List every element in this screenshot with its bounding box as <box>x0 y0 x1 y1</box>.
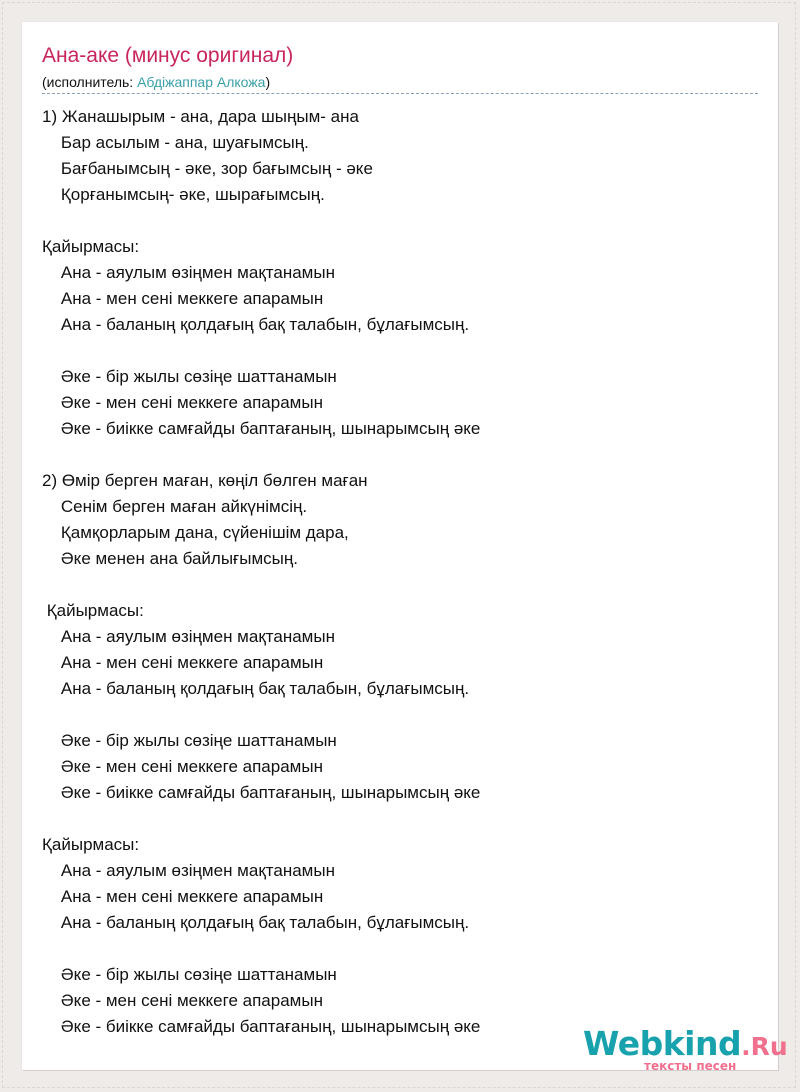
performer-prefix: (исполнитель: <box>42 74 138 90</box>
lyric-line: Әке - бір жылы сөзіңе шаттанамын <box>42 367 337 386</box>
lyric-line: Ана - мен сені меккеге апарамын <box>42 653 324 672</box>
stanza-break <box>42 936 480 962</box>
lyric-line: Ана - аяулым өзіңмен мақтанамын <box>42 627 335 646</box>
lyric-line: Әке менен ана байлығымсың. <box>42 549 298 568</box>
lyric-line: 1) Жанашырым - ана, дара шыңым- ана <box>42 107 359 126</box>
song-title: Ана-аке (минус оригинал) <box>42 44 294 67</box>
lyric-line: Әке - мен сені меккеге апарамын <box>42 757 323 776</box>
stanza-break <box>42 338 480 364</box>
lyric-line: Ана - мен сені меккеге апарамын <box>42 887 324 906</box>
lyric-line: 2) Өмір берген маған, көңіл бөлген маған <box>42 471 368 490</box>
lyric-line: Қайырмасы: <box>42 601 144 620</box>
lyrics-card <box>22 22 778 1070</box>
lyric-line: Қорғанымсың- әке, шырағымсың. <box>42 185 325 204</box>
stanza-break <box>42 442 480 468</box>
lyric-line: Әке - бір жылы сөзіңе шаттанамын <box>42 965 337 984</box>
lyric-line: Ана - баланың қолдағың бақ талабын, бұлағымсың. <box>42 913 470 932</box>
webkind-logo[interactable] <box>560 1024 788 1084</box>
lyric-line: Ана - аяулым өзіңмен мақтанамын <box>42 861 335 880</box>
performer-suffix: ) <box>265 74 271 90</box>
lyric-line: Қамқорларым дана, сүйенішім дара, <box>42 523 349 542</box>
performer-line <box>42 73 270 91</box>
lyric-line: Әке - бір жылы сөзіңе шаттанамын <box>42 731 337 750</box>
stanza-break <box>42 702 480 728</box>
lyric-line: Бар асылым - ана, шуағымсың. <box>42 133 309 152</box>
lyric-line: Сенім берген маған айкүнімсің. <box>42 497 308 516</box>
performer-link[interactable]: Абдіжаппар Алкожа <box>137 74 266 90</box>
lyric-line: Ана - баланың қолдағың бақ талабын, бұлағымсың. <box>42 679 470 698</box>
lyrics-body <box>42 104 480 1040</box>
lyric-line: Әке - мен сені меккеге апарамын <box>42 393 323 412</box>
stanza-break <box>42 208 480 234</box>
logo-wordmark <box>583 1024 788 1063</box>
lyric-line: Әке - биікке самғайды баптағаның, шынарымсың әке <box>42 783 481 802</box>
lyric-line: Әке - биікке самғайды баптағаның, шынарымсың әке <box>42 1017 481 1036</box>
lyric-line: Қайырмасы: <box>42 237 140 256</box>
logo-tld: .Ru <box>741 1032 788 1061</box>
lyric-line: Бағбанымсың - әке, зор бағымсың - әке <box>42 159 373 178</box>
title-divider <box>42 93 758 94</box>
logo-tagline: тексты песен <box>644 1059 737 1073</box>
lyric-line: Ана - аяулым өзіңмен мақтанамын <box>42 263 335 282</box>
stanza-break <box>42 572 480 598</box>
lyric-line: Қайырмасы: <box>42 835 140 854</box>
logo-brand: Webkind <box>583 1024 742 1063</box>
lyric-line: Әке - мен сені меккеге апарамын <box>42 991 323 1010</box>
lyric-line: Ана - мен сені меккеге апарамын <box>42 289 324 308</box>
stanza-break <box>42 806 480 832</box>
lyric-line: Ана - баланың қолдағың бақ талабын, бұлағымсың. <box>42 315 470 334</box>
lyric-line: Әке - биікке самғайды баптағаның, шынарымсың әке <box>42 419 481 438</box>
